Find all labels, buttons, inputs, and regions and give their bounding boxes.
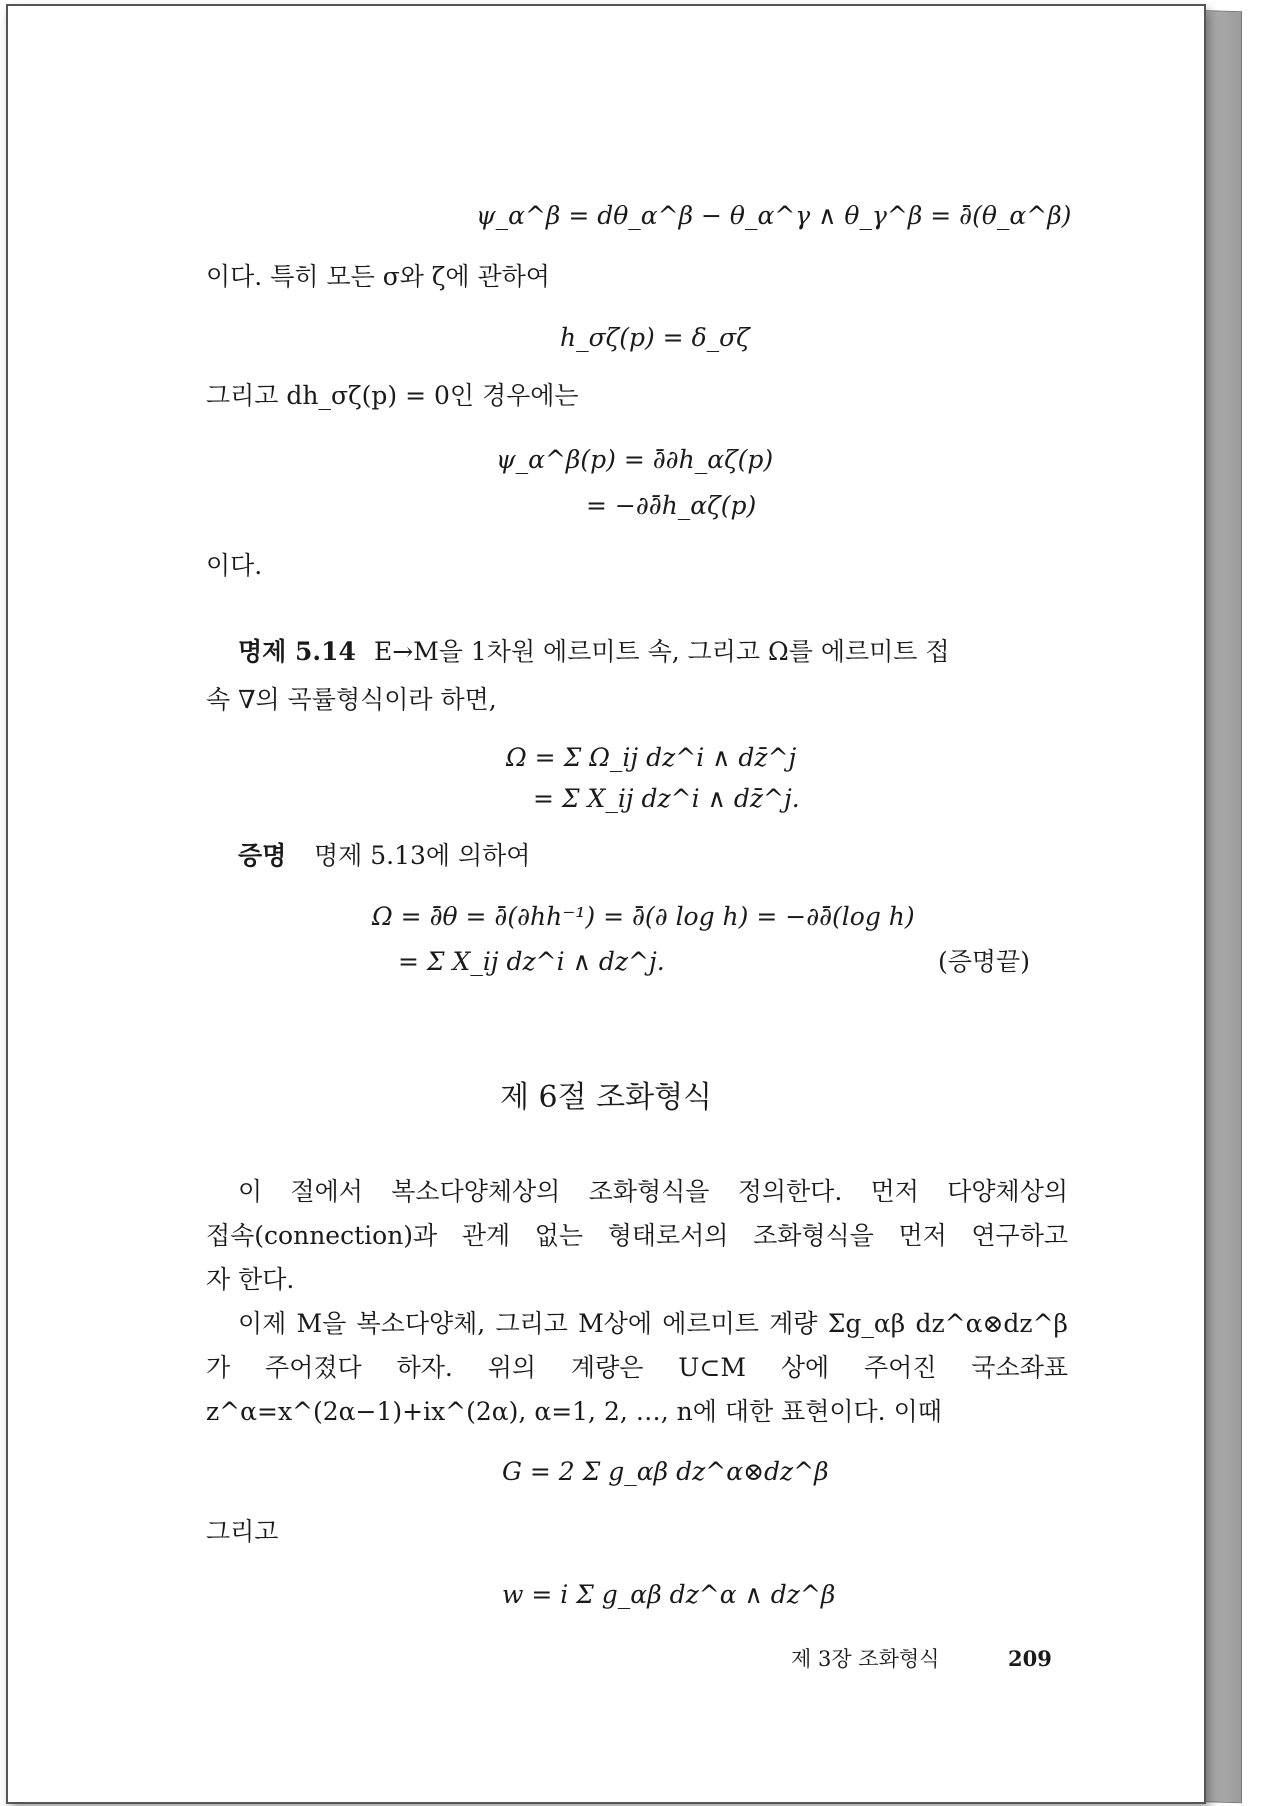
qed-mark: (증명끝): [938, 947, 1030, 976]
section-title: 제 6절 조화형식: [500, 1080, 713, 1115]
proposition-text: E→M을 1차원 에르미트 속, 그리고 Ω를 에르미트 접: [374, 637, 950, 666]
equation-omega-sum-cont: = Σ X_ij dz^i ∧ dz̄^j.: [533, 784, 800, 813]
page-number: 209: [1008, 1646, 1052, 1671]
text-line: 이다.: [206, 551, 263, 580]
equation-h-delta: h_σζ(p) = δ_σζ: [560, 323, 750, 352]
paragraph-line: 이제 M을 복소다양체, 그리고 M상에 에르미트 계량 Σg_αβ dz^α⊗dz^β: [238, 1309, 1068, 1338]
equation-omega-sum: Ω = Σ Ω_ij dz^i ∧ dz̄^j: [506, 743, 797, 772]
equation-omega-derivation-cont: = Σ X_ij dz^i ∧ dz^j.: [398, 947, 665, 976]
equation-omega-derivation: Ω = ∂̄θ = ∂̄(∂hh⁻¹) = ∂̄(∂ log h) = −∂∂̄(log h): [372, 902, 915, 931]
equation-psi-curvature: ψ_α^β = dθ_α^β − θ_α^γ ∧ θ_γ^β = ∂̄(θ_α^β): [476, 201, 1072, 230]
paragraph-line: 자 한다.: [206, 1265, 295, 1294]
text-line: 그리고: [206, 1517, 279, 1546]
text-line: 이다. 특히 모든 σ와 ζ에 관하여: [206, 262, 550, 291]
proof-text: 명제 5.13에 의하여: [314, 841, 531, 870]
equation-metric-G: G = 2 Σ g_αβ dz^α⊗dz^β: [502, 1457, 829, 1486]
paragraph-line: z^α=x^(2α−1)+ix^(2α), α=1, 2, …, n에 대한 표현이다. 이때: [206, 1397, 942, 1426]
book-page: [6, 4, 1206, 1804]
page-content: [8, 6, 1204, 1802]
proposition-label: 명제 5.14: [238, 637, 356, 666]
text-line: 그리고 dh_σζ(p) = 0인 경우에는: [206, 381, 579, 410]
equation-psi-at-p: ψ_α^β(p) = ∂̄∂h_αζ(p): [496, 445, 774, 474]
paragraph-line: 접속(connection)과 관계 없는 형태로서의 조화형식을 먼저 연구하고: [206, 1221, 1068, 1250]
paragraph-line: 가 주어졌다 하자. 위의 계량은 U⊂M 상에 주어진 국소좌표: [206, 1353, 1068, 1382]
proposition-text: 속 ∇의 곡률형식이라 하면,: [206, 685, 497, 714]
equation-psi-at-p-cont: = −∂∂̄h_αζ(p): [586, 491, 757, 520]
running-footer-chapter: 제 3장 조화형식: [791, 1647, 940, 1671]
equation-kahler-form-w: w = i Σ g_αβ dz^α ∧ dz^β: [502, 1580, 836, 1609]
paragraph-line: 이 절에서 복소다양체상의 조화형식을 정의한다. 먼저 다양체상의: [238, 1177, 1068, 1206]
proof-label: 증명: [238, 841, 287, 870]
